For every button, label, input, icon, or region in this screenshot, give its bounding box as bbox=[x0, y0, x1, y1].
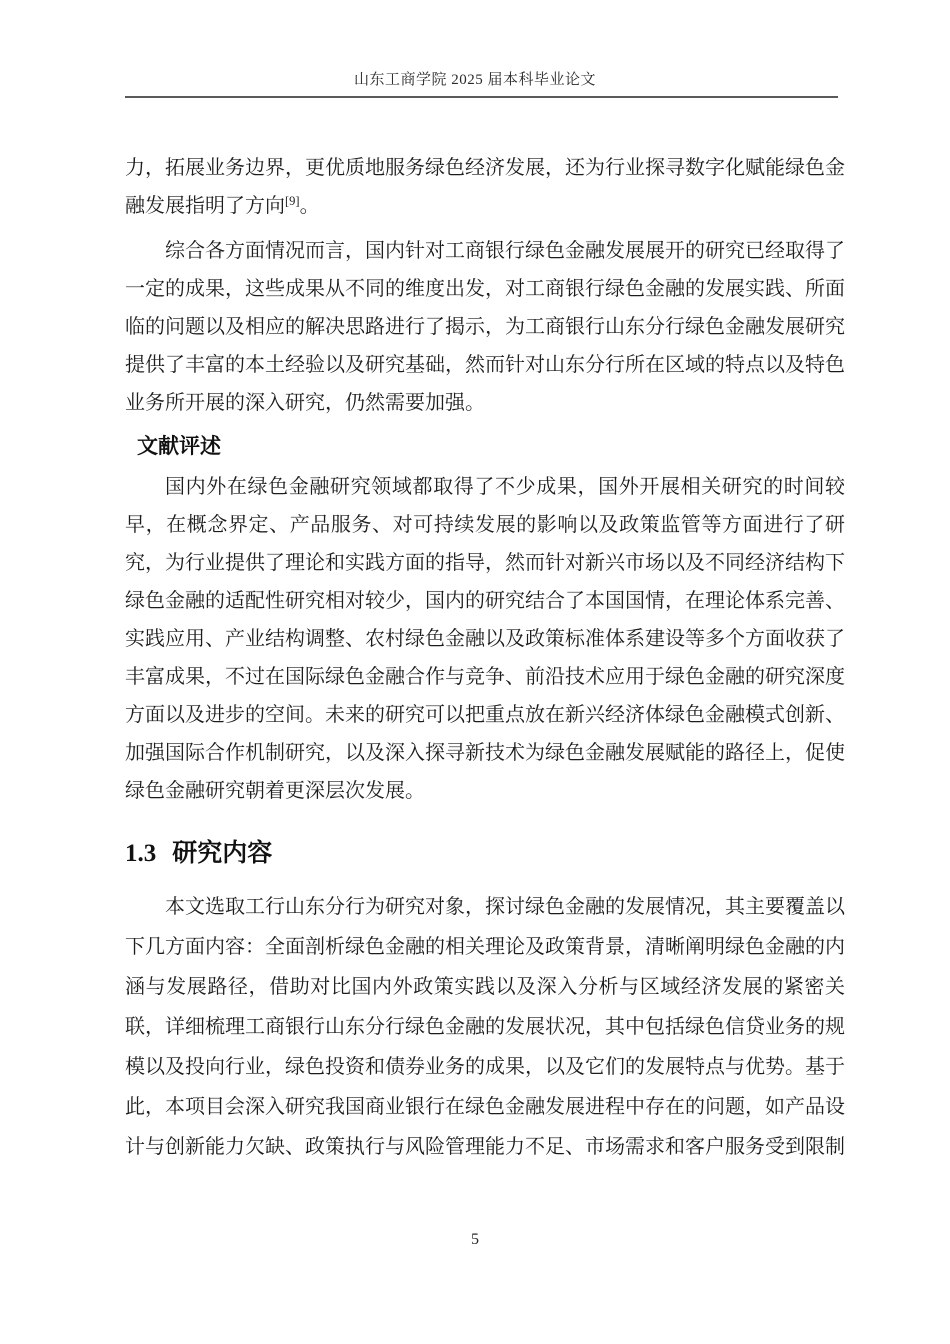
text-line: 此，本项目会深入研究我国商业银行在绿色金融发展进程中存在的问题，如产品设 bbox=[125, 1096, 845, 1118]
text-line: 方面以及进步的空间。未来的研究可以把重点放在新兴经济体绿色金融模式创新、 bbox=[125, 704, 845, 726]
section-title: 文献评述 bbox=[137, 435, 221, 458]
page-footer bbox=[0, 1231, 950, 1249]
text-line: 提供了丰富的本土经验以及研究基础，然而针对山东分行所在区域的特点以及特色 bbox=[125, 354, 845, 376]
page-body bbox=[125, 149, 845, 1167]
section-heading-1-3 bbox=[125, 832, 845, 876]
header-rule bbox=[125, 96, 838, 98]
text-line: 模以及投向行业，绿色投资和债券业务的成果，以及它们的发展特点与优势。基于 bbox=[125, 1056, 845, 1078]
text-line: 国内外在绿色金融研究领域都取得了不少成果，国外开展相关研究的时间较 bbox=[165, 476, 845, 498]
paragraph-literature-review bbox=[125, 468, 845, 810]
paragraph-research-content bbox=[125, 887, 845, 1167]
running-header-title: 山东工商学院 2025 届本科毕业论文 bbox=[353, 72, 596, 88]
paragraph-continuation bbox=[125, 149, 845, 225]
text-line: 联，详细梳理工商银行山东分行绿色金融的发展状况，其中包括绿色信贷业务的规 bbox=[125, 1016, 845, 1038]
text-run: 。 bbox=[299, 195, 320, 217]
text-line: 下几方面内容：全面剖析绿色金融的相关理论及政策背景，清晰阐明绿色金融的内 bbox=[125, 936, 845, 958]
text-line: 绿色金融的适配性研究相对较少，国内的研究结合了本国国情，在理论体系完善、 bbox=[125, 590, 845, 612]
text-line: 丰富成果，不过在国际绿色金融合作与竞争、前沿技术应用于绿色金融的研究深度 bbox=[125, 666, 845, 688]
text-line bbox=[125, 187, 845, 225]
section-heading-1-2-3 bbox=[125, 427, 845, 465]
page-number: 5 bbox=[471, 1231, 479, 1248]
text-line: 力，拓展业务边界，更优质地服务绿色经济发展，还为行业探寻数字化赋能绿色金 bbox=[125, 157, 845, 179]
text-line: 涵与发展路径，借助对比国内外政策实践以及深入分析与区域经济发展的紧密关 bbox=[125, 976, 845, 998]
text-line: 究，为行业提供了理论和实践方面的指导，然而针对新兴市场以及不同经济结构下 bbox=[125, 552, 845, 574]
text-line: 实践应用、产业结构调整、农村绿色金融以及政策标准体系建设等多个方面收获了 bbox=[125, 628, 845, 650]
text-line: 临的问题以及相应的解决思路进行了揭示，为工商银行山东分行绿色金融发展研究 bbox=[125, 316, 845, 338]
text-line: 本文选取工行山东分行为研究对象，探讨绿色金融的发展情况，其主要覆盖以 bbox=[165, 896, 845, 918]
text-line: 早，在概念界定、产品服务、对可持续发展的影响以及政策监管等方面进行了研 bbox=[125, 514, 845, 536]
citation-ref-9: [9] bbox=[285, 194, 300, 208]
text-line: 加强国际合作机制研究，以及深入探寻新技术为绿色金融发展赋能的路径上，促使 bbox=[125, 742, 845, 764]
text-run: 融发展指明了方向 bbox=[125, 195, 285, 217]
section-title: 研究内容 bbox=[172, 840, 273, 867]
paragraph-literature-summary-domestic bbox=[125, 232, 845, 422]
text-line: 业务所开展的深入研究，仍然需要加强。 bbox=[125, 392, 485, 414]
text-line: 一定的成果，这些成果从不同的维度出发，对工商银行绿色金融的发展实践、所面 bbox=[125, 278, 845, 300]
text-line: 综合各方面情况而言，国内针对工商银行绿色金融发展展开的研究已经取得了 bbox=[165, 240, 845, 262]
text-line: 计与创新能力欠缺、政策执行与风险管理能力不足、市场需求和客户服务受到限制 bbox=[125, 1136, 845, 1158]
text-line: 绿色金融研究朝着更深层次发展。 bbox=[125, 780, 425, 802]
section-number: 1.3 bbox=[125, 840, 157, 867]
